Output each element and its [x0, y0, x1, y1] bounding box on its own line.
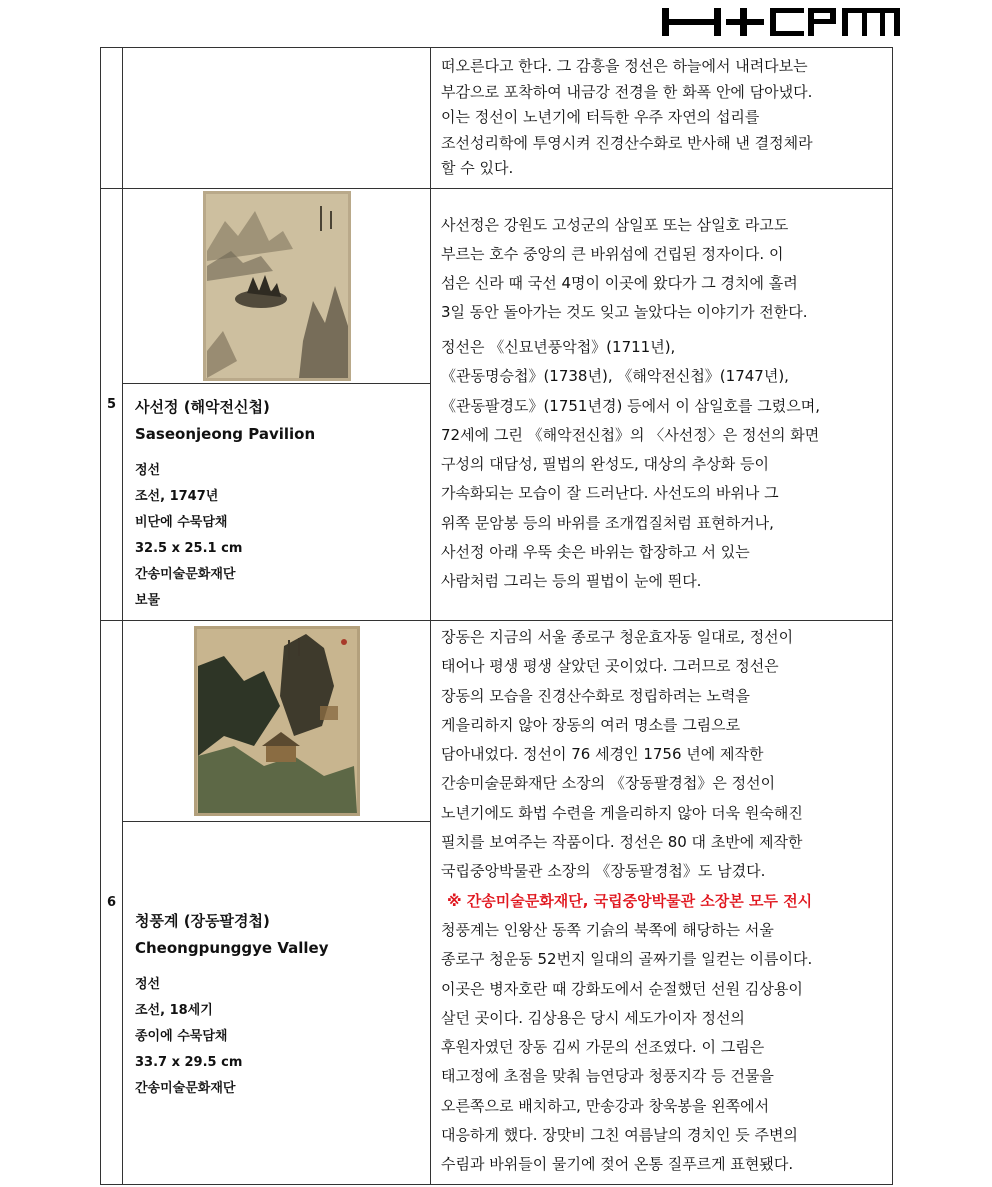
- artist: 정선: [135, 463, 161, 478]
- artwork-title-ko: 사선정 (해악전신첩): [135, 398, 270, 416]
- description-paragraph: [441, 623, 884, 1180]
- text-line: 가속화되는 모습이 잘 드러난다. 사선도의 바위나 그: [441, 484, 779, 503]
- artwork-image-cell: [123, 189, 431, 384]
- text-line: 수림과 바위들이 물기에 젖어 온통 질푸르게 표현됐다.: [441, 1155, 794, 1174]
- artwork-title-en: Cheongpunggye Valley: [135, 938, 329, 957]
- text-line: 《관동팔경도》(1751년경) 등에서 이 삼일호를 그렸으며,: [441, 396, 821, 415]
- artwork-info-cell: [123, 384, 431, 621]
- text-line: 떠오른다고 한다. 그 감흥을 정선은 하늘에서 내려다보는: [441, 57, 808, 75]
- row-number-empty: [101, 48, 123, 189]
- medium: 비단에 수묵담채: [135, 515, 228, 530]
- text-line: 부감으로 포착하여 내금강 전경을 한 화폭 안에 담아냈다.: [441, 82, 813, 101]
- period: 조선, 18세기: [135, 1002, 213, 1018]
- text-line: 국립중앙박물관 소장의 《장동팔경첩》도 남겼다.: [441, 862, 766, 881]
- artwork-image-cell: [123, 621, 431, 822]
- description-cell: [431, 189, 893, 621]
- artwork-title-ko: 청풍계 (장동팔경첩): [135, 911, 270, 930]
- text-line: 사선정은 강원도 고성군의 삼일포 또는 삼일호 라고도: [441, 216, 789, 234]
- text-line: 태고정에 초점을 맞춰 늠연당과 청풍지각 등 건물을: [441, 1067, 774, 1086]
- text-line: 조선성리학에 투영시켜 진경산수화로 반사해 낸 결정체라: [441, 133, 813, 152]
- description-paragraph: [441, 333, 884, 597]
- artwork-details: [135, 972, 420, 1102]
- text-line: 장동은 지금의 서울 종로구 청운효자동 일대로, 정선이: [441, 628, 794, 646]
- text-line: 살던 곳이다. 김상용은 당시 세도가이자 정선의: [441, 1008, 745, 1027]
- text-line: 이곳은 병자호란 때 강화도에서 순절했던 선원 김상용이: [441, 979, 803, 998]
- text-line: 담아내었다. 정선이 76 세경인 1756 년에 제작한: [441, 745, 764, 764]
- text-line: 3일 동안 돌아가는 것도 잊고 놀았다는 이야기가 전한다.: [441, 303, 808, 321]
- text-line: 필치를 보여주는 작품이다. 정선은 80 대 초반에 제작한: [441, 833, 803, 852]
- text-line: 구성의 대담성, 필법의 완성도, 대상의 추상화 등이: [441, 455, 769, 474]
- medium: 종이에 수묵담채: [135, 1028, 228, 1044]
- period: 조선, 1747년: [135, 489, 219, 504]
- description-continued: [441, 52, 884, 182]
- text-line: 장동의 모습을 진경산수화로 정립하려는 노력을: [441, 686, 750, 705]
- saseonjeong-painting-image: [203, 191, 351, 381]
- text-line: 부르는 호수 중앙의 큰 바위섬에 건립된 정자이다. 이: [441, 245, 784, 263]
- description-cell: [431, 621, 893, 1185]
- artwork-details: [135, 458, 420, 614]
- table-row-5: [101, 189, 893, 384]
- table-row-6: [101, 621, 893, 822]
- text-line: 72세에 그린 《해악전신첩》의 〈사선정〉은 정선의 화면: [441, 425, 820, 444]
- artwork-title-en: Saseonjeong Pavilion: [135, 425, 316, 443]
- description-paragraph: [441, 211, 884, 327]
- hdpm-logo-icon: [662, 6, 902, 38]
- text-line: 태어나 평생 평생 살았던 곳이었다. 그러므로 정선은: [441, 657, 779, 676]
- description-cell: [431, 48, 893, 189]
- text-line: 정선은 《신묘년풍악첩》(1711년),: [441, 338, 676, 356]
- dimensions: 32.5 x 25.1 cm: [135, 541, 243, 556]
- text-line: 오른쪽으로 배치하고, 만송강과 창욱봉을 왼쪽에서: [441, 1096, 770, 1115]
- exhibition-table: [100, 47, 893, 1185]
- text-line: 할 수 있다.: [441, 159, 514, 177]
- text-line: 이는 정선이 노년기에 터득한 우주 자연의 섭리를: [441, 108, 760, 126]
- collection: 간송미술문화재단: [135, 567, 236, 582]
- text-line: 노년기에도 화법 수련을 게을리하지 않아 더욱 원숙해진: [441, 803, 803, 822]
- dimensions: 33.7 x 29.5 cm: [135, 1054, 243, 1070]
- text-line: 후원자였던 장동 김씨 가문의 선조였다. 이 그림은: [441, 1038, 765, 1057]
- row-number: 6: [101, 621, 123, 1185]
- text-line: 섬은 신라 때 국선 4명이 이곳에 왔다가 그 경치에 홀려: [441, 274, 798, 292]
- table-row-continued: [101, 48, 893, 189]
- text-line: 위쪽 문암봉 등의 바위를 조개껍질처럼 표현하거나,: [441, 513, 774, 532]
- exhibition-notice: ※ 간송미술문화재단, 국립중앙박물관 소장본 모두 전시: [447, 891, 813, 910]
- text-line: 간송미술문화재단 소장의 《장동팔경첩》은 정선이: [441, 774, 776, 793]
- row-number: 5: [101, 189, 123, 621]
- text-line: 종로구 청운동 52번지 일대의 골짜기를 일컫는 이름이다.: [441, 950, 813, 969]
- artwork-cell-empty: [123, 48, 431, 189]
- collection: 간송미술문화재단: [135, 1080, 236, 1096]
- text-line: 청풍계는 인왕산 동쪽 기슭의 북쪽에 해당하는 서울: [441, 920, 774, 939]
- text-line: 사선정 아래 우뚝 솟은 바위는 합장하고 서 있는: [441, 543, 750, 562]
- cheongpunggye-painting-image: [194, 626, 360, 816]
- designation: 보물: [135, 593, 161, 608]
- text-line: 《관동명승첩》(1738년), 《해악전신첩》(1747년),: [441, 367, 789, 386]
- artist: 정선: [135, 976, 161, 992]
- text-line: 사람처럼 그리는 등의 필법이 눈에 띈다.: [441, 572, 702, 591]
- artwork-info-cell: [123, 822, 431, 1185]
- text-line: 대응하게 했다. 장맛비 그친 여름날의 경치인 듯 주변의: [441, 1126, 798, 1145]
- text-line: 게을리하지 않아 장동의 여러 명소를 그림으로: [441, 715, 741, 734]
